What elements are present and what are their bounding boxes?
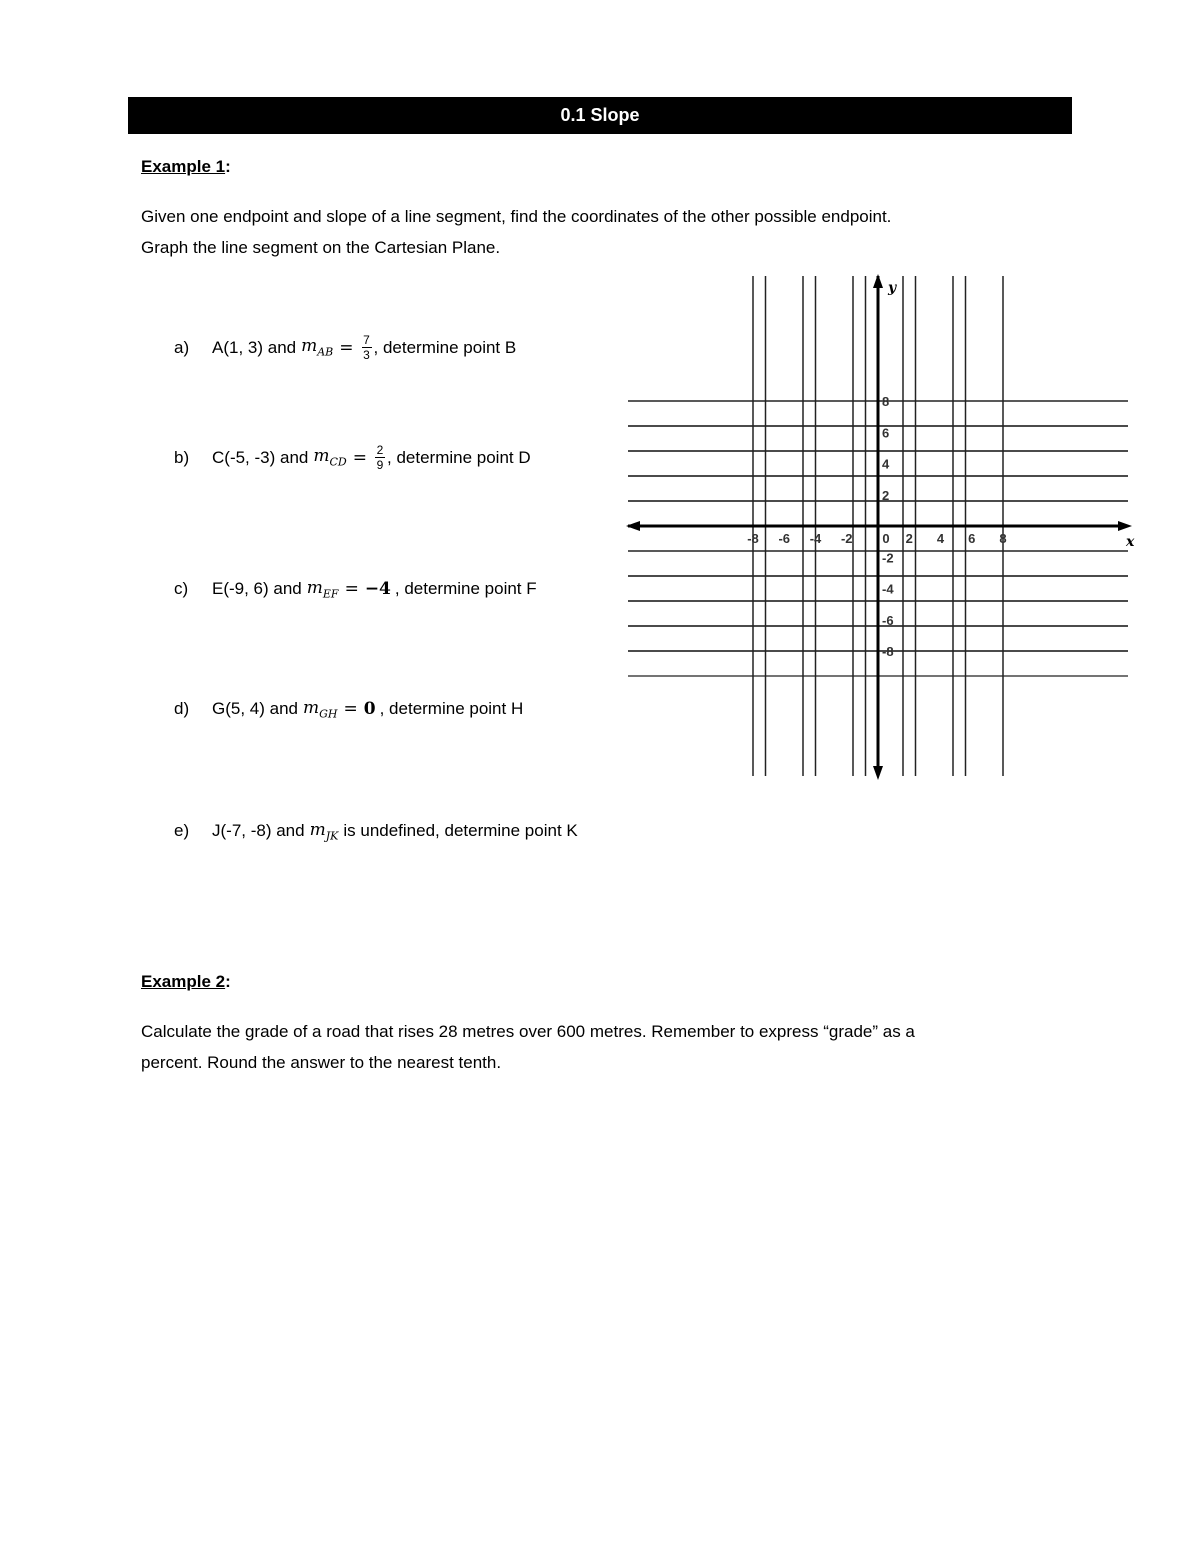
item-c-slope-subscript: EF (322, 587, 339, 601)
cartesian-plane (620, 270, 1140, 782)
item-b-numerator: 2 (376, 443, 384, 457)
y-tick-label: 4 (882, 456, 890, 472)
x-axis-label: x (1126, 534, 1135, 550)
y-axis-label: y (888, 280, 897, 296)
item-e-slope-subscript: JK (325, 829, 339, 843)
item-c-equals: = (344, 579, 359, 600)
x-tick-label: 2 (905, 531, 913, 546)
item-d-slope-symbol: $m_{GH}$ (303, 698, 338, 721)
item-e-rest: is undefined, determine point K (343, 821, 578, 841)
item-a-numerator: 7 (363, 333, 370, 347)
item-a-slope-subscript: AB (317, 345, 334, 359)
item-d-label: d) (174, 699, 190, 719)
item-a-label: a) (174, 337, 190, 357)
x-axis-right-arrow (1118, 521, 1132, 531)
example-1-heading-text: Example 1 (141, 157, 226, 176)
item-d-slope-value: 0 (363, 699, 376, 720)
item-e-slope-symbol: $m_{JK}$ (309, 820, 339, 843)
item-b (174, 444, 531, 471)
x-tick-label: -6 (778, 531, 791, 546)
x-tick-label: 0 (882, 531, 890, 546)
example-1-instructions-line-2: Graph the line segment on the Cartesian Plane. (141, 238, 501, 257)
item-a-rest: , determine point B (373, 337, 517, 357)
x-tick-label: 8 (999, 531, 1007, 546)
item-d-point: G(5, 4) and (212, 699, 298, 719)
item-b-equals: = (352, 447, 367, 468)
item-a-point: A(1, 3) and (212, 337, 297, 357)
example-1-instructions-line-1: Given one endpoint and slope of a line segment, find the coordinates of the other possible endpoint. (141, 207, 892, 226)
item-a-slope-symbol: $m_{AB}$ (301, 336, 334, 359)
item-a (174, 334, 516, 361)
axes (626, 274, 1132, 780)
item-b-slope-subscript: CD (329, 455, 347, 469)
y-tick-label: -8 (882, 644, 894, 659)
item-b-slope-symbol: $m_{CD}$ (313, 446, 347, 469)
item-b-rest: , determine point D (387, 447, 531, 467)
y-tick-label: 8 (882, 394, 890, 409)
item-b-point: C(-5, -3) and (212, 447, 309, 467)
x-tick-label: 6 (968, 531, 976, 546)
example-2-heading (141, 972, 231, 992)
y-tick-label: 2 (882, 487, 890, 503)
example-1-heading (141, 157, 231, 177)
example-1-colon: : (225, 157, 231, 176)
item-b-label: b) (174, 447, 190, 467)
item-c-rest: , determine point F (394, 579, 537, 599)
x-tick-label: -4 (809, 531, 822, 546)
item-b-denominator: 9 (376, 458, 384, 472)
y-tick-label: 6 (882, 425, 890, 441)
x-tick-label: -8 (747, 531, 759, 546)
item-d-rest: , determine point H (379, 699, 524, 719)
y-tick-label: -6 (882, 612, 894, 628)
item-a-equals: = (339, 337, 354, 358)
item-a-denominator: 3 (363, 348, 370, 362)
item-c-slope-value: −4 (364, 579, 391, 600)
example-2-line-2: percent. Round the answer to the nearest tenth. (141, 1053, 502, 1072)
item-d (174, 698, 523, 720)
item-c-label: c) (174, 579, 189, 599)
page-title: 0.1 Slope (128, 97, 1072, 134)
tick-labels (747, 280, 1135, 659)
y-tick-label: -2 (882, 550, 894, 566)
item-c-point: E(-9, 6) and (212, 579, 302, 599)
example-2-heading-text: Example 2 (141, 972, 226, 991)
example-2-line-1: Calculate the grade of a road that rises 28 metres over 600 metres. Remember to express “grade” as a (141, 1022, 915, 1041)
item-a-fraction (362, 334, 372, 361)
item-e-point: J(-7, -8) and (212, 821, 305, 841)
y-axis-bottom-arrow (873, 766, 883, 780)
x-tick-label: -2 (840, 531, 853, 546)
item-e (174, 820, 578, 842)
x-axis-left-arrow (626, 521, 640, 531)
y-tick-label: -4 (882, 581, 894, 597)
item-b-fraction (375, 444, 385, 471)
item-c-slope-symbol: $m_{EF}$ (306, 578, 339, 601)
item-c (174, 578, 537, 600)
x-tick-label: 4 (936, 531, 945, 546)
example-2-colon: : (225, 972, 231, 991)
y-axis-top-arrow (873, 274, 883, 288)
item-e-label: e) (174, 821, 190, 841)
item-d-equals: = (343, 699, 358, 720)
item-d-slope-subscript: GH (319, 707, 338, 721)
